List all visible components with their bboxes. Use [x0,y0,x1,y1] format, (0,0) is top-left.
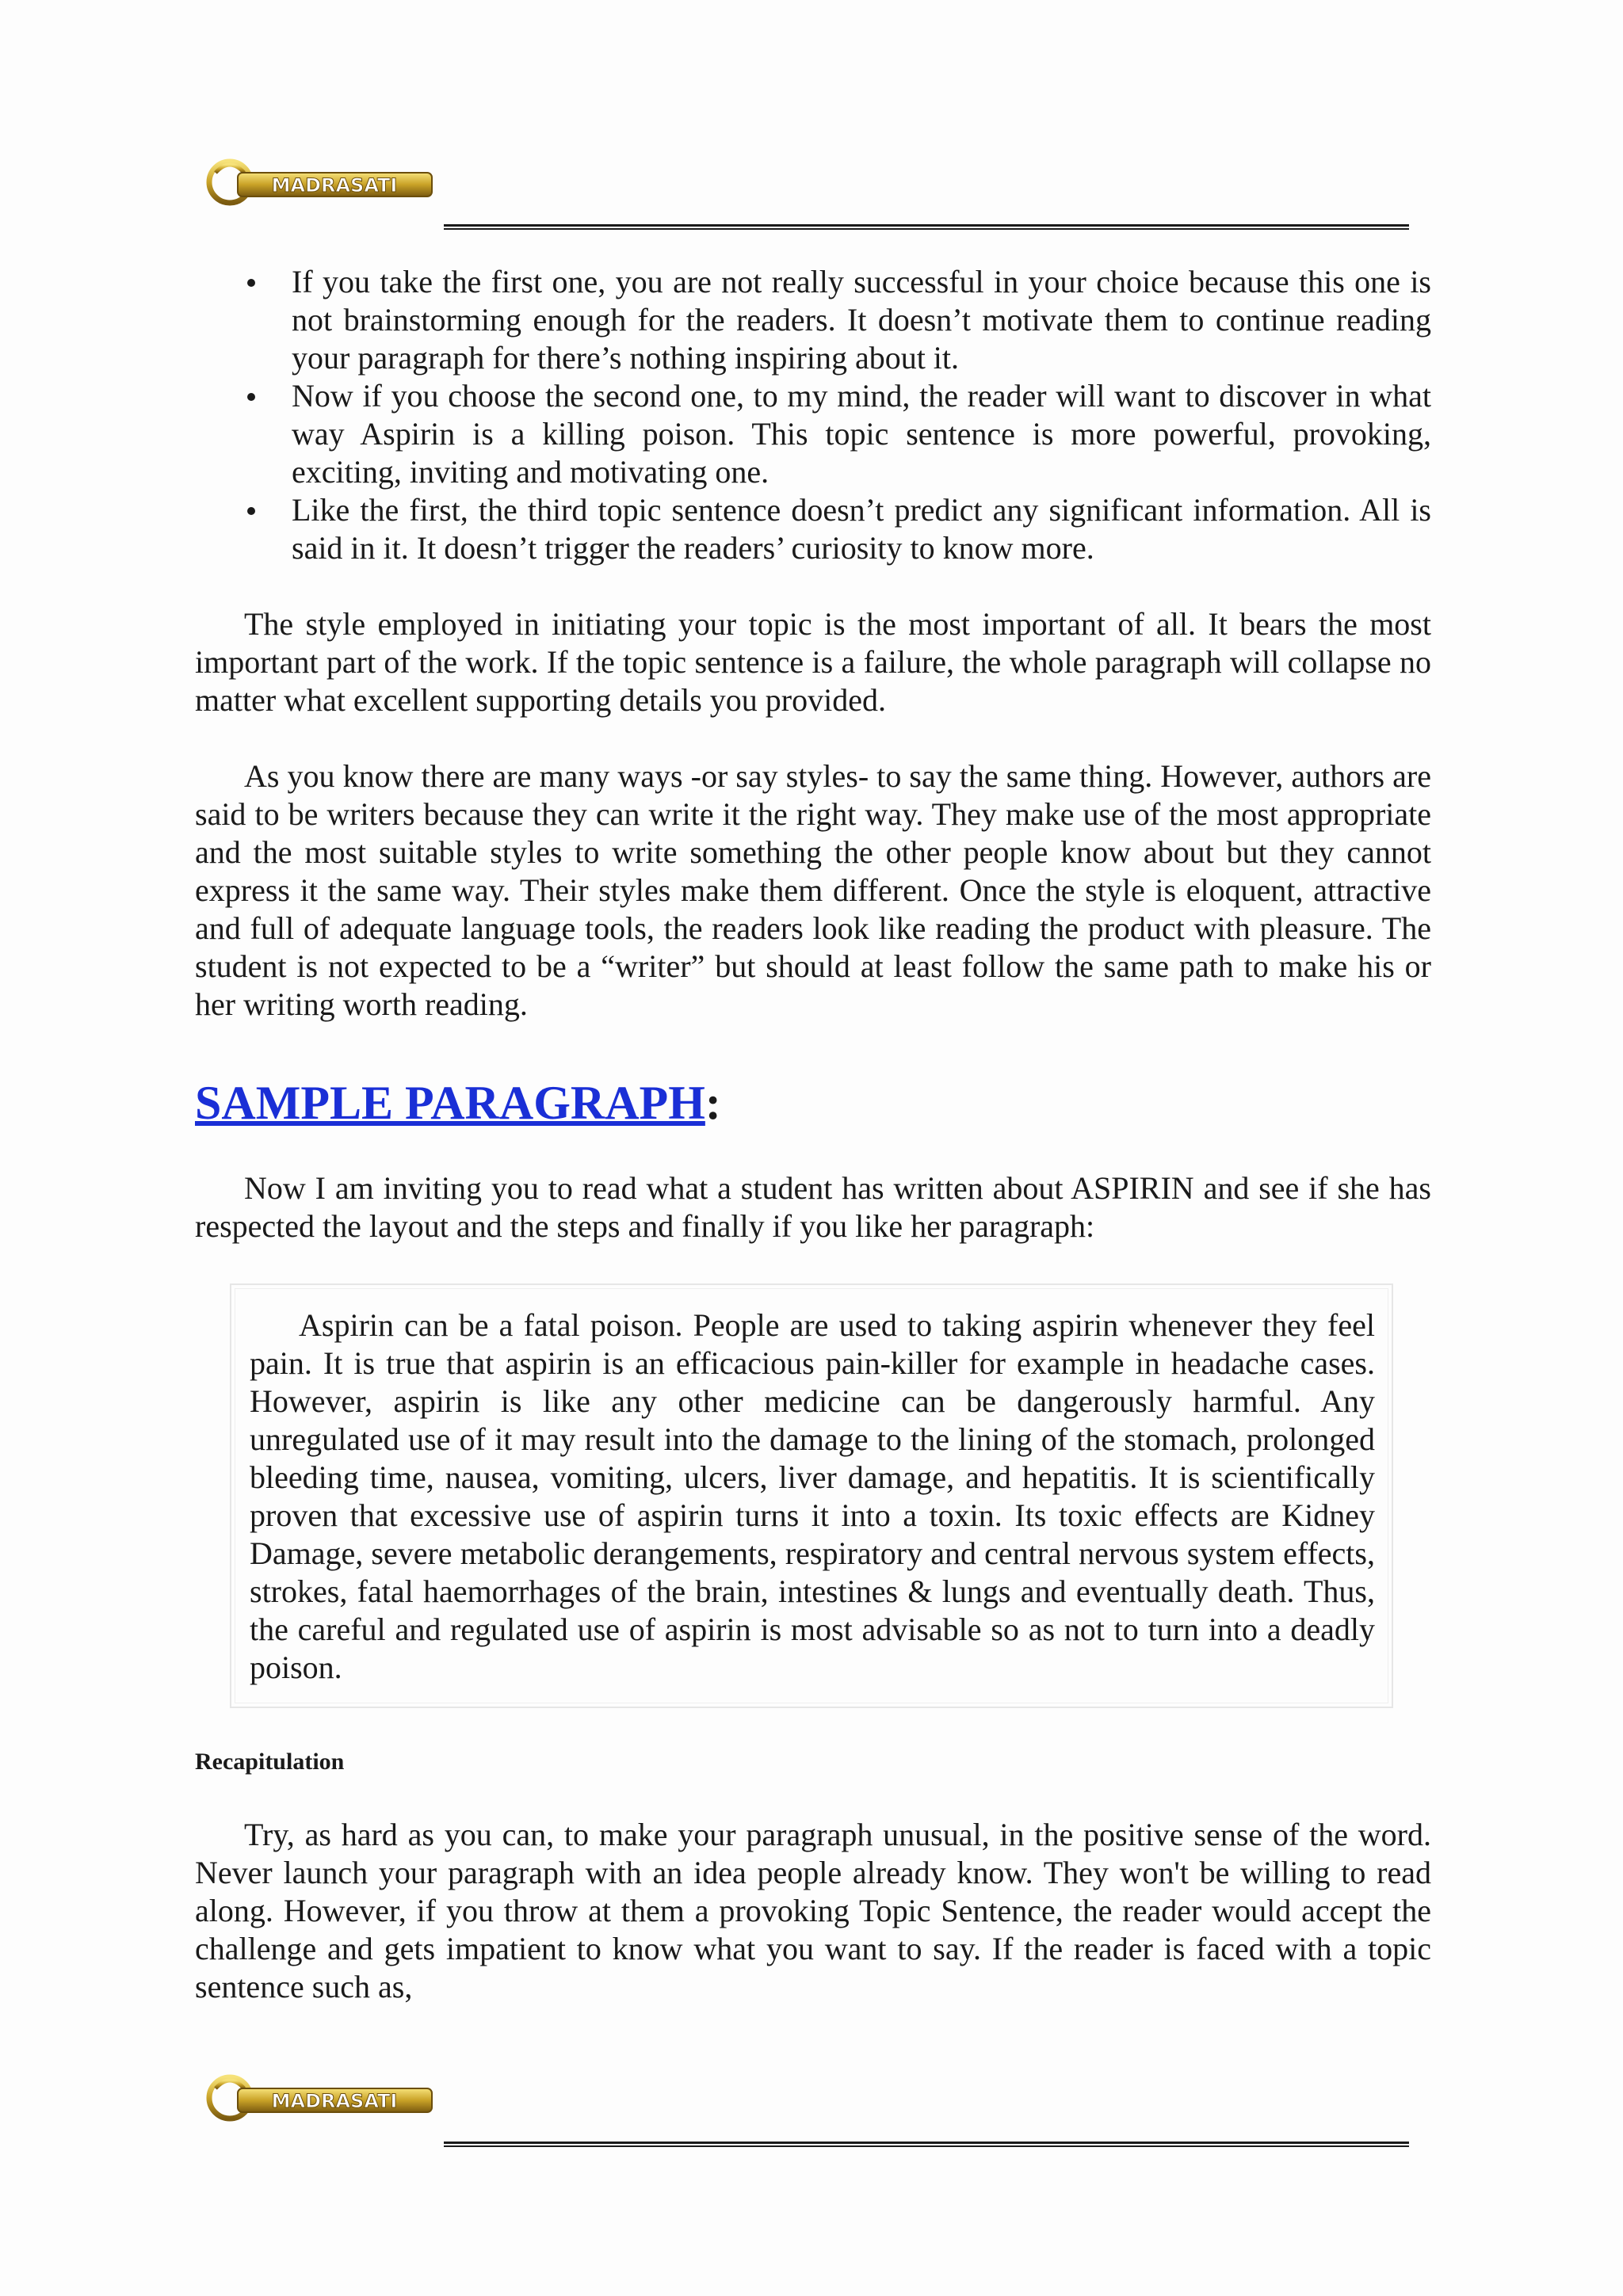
sample-paragraph-link[interactable]: SAMPLE PARAGRAPH [195,1077,705,1129]
header-logo [198,149,436,212]
bullet-icon [247,507,255,515]
paragraph-invite: Now I am inviting you to read what a student has written about ASPIRIN and see if she has respected the layout and the steps and finally if you like her paragraph: [195,1170,1431,1244]
svg-text:MADRASATI: MADRASATI [271,174,398,196]
paragraph-try: Try, as hard as you can, to make your paragraph unusual, in the positive sense of the word. Never launch your paragraph with an idea people already know. They won't be willing to read along. However, if you throw at them a provoking Topic Sentence, the reader would accept the challenge and gets impatient to know what you want to say. If the reader is faced with a topic sentence such as, [195,1817,1431,2004]
list-item: If you take the first one, you are not really successful in your choice because this one is not brainstorming enough for the readers. It doesn’t motivate them to continue reading your paragraph for there’s nothing inspiring about it. [195,263,1431,377]
sample-paragraph-text: Aspirin can be a fatal poison. People are used to taking aspirin whenever they feel pain. It is true that aspirin is an efficacious pain-killer for example in headache cases. However, aspirin is like any other medicine can be dangerously harmful. Any unregulated use of it may result into the damage to the lining of the stomach, prolonged bleeding time, nausea, vomiting, ulcers, liver damage, and hepatitis. It is scientifically proven that excessive use of aspirin turns it into a toxin. Its toxic effects are Kidney Damage, severe metabolic derangements, respiratory and central nervous system effects, strokes, fatal haemorrhages of the brain, intestines & lungs and eventually death. Thus, the careful and regulated use of aspirin is most advisable so as not to turn into a deadly poison. [235,1288,1388,1703]
list-item: Now if you choose the second one, to my mind, the reader will want to discover in what way Aspirin is a killing poison. This topic sentence is more powerful, provoking, exciting, inviting and motivating one. [195,377,1431,491]
paragraph-ways: As you know there are many ways -or say styles- to say the same thing. However, authors are said to be writers because they can write it the right way. They make use of the most appropriate and the most suitable styles to write something the other people know about but they cannot express it the same way. Their styles make them different. Once the style is eloquent, attractive and full of adequate language tools, the readers look like reading the product with pleasure. The student is not expected to be a “writer” but should at least follow the same path to make his or her writing worth reading. [195,758,1431,1022]
header-rule [444,224,1409,230]
footer-rule [444,2142,1409,2147]
bullet-icon [247,279,255,287]
sample-heading [195,1074,1431,1131]
svg-text:MADRASATI: MADRASATI [271,2090,398,2112]
footer-logo [198,2065,436,2128]
madrasati-logo-icon [198,2065,436,2128]
bullet-list [195,263,1431,567]
recapitulation-heading: Recapitulation [195,1749,345,1775]
list-item: Like the first, the third topic sentence doesn’t predict any significant information. All is said in it. It doesn’t trigger the readers’ curiosity to know more. [195,491,1431,567]
bullet-icon [247,393,255,401]
madrasati-logo-icon [198,149,436,212]
page-body [195,263,1431,2006]
paragraph-style: The style employed in initiating your topic is the most important of all. It bears the most important part of the work. If the topic sentence is a failure, the whole paragraph will collapse no matter what excellent supporting details you provided. [195,606,1431,718]
sample-heading-colon: : [705,1077,721,1129]
sample-paragraph-box [230,1283,1393,1708]
